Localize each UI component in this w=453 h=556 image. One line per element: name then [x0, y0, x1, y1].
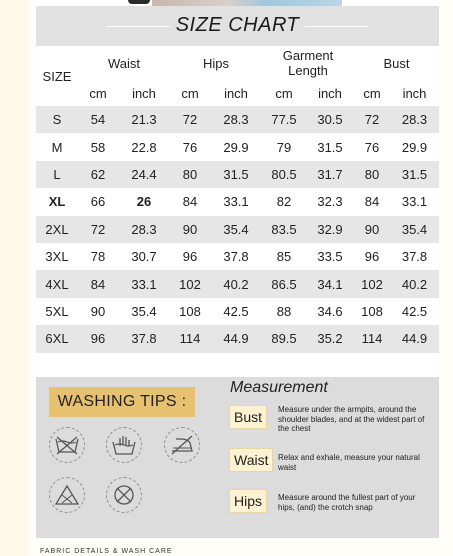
unit-header: cm — [89, 85, 107, 101]
size-cell: M — [51, 139, 63, 155]
size-cell: 6XL — [36, 325, 78, 352]
value-cell: 40.2 — [390, 270, 439, 297]
footer-caption: FABRIC DETAILS & WASH CARE — [40, 548, 173, 555]
washing-tips-label: WASHING TIPS : — [49, 387, 195, 417]
size-cell: L — [36, 161, 78, 188]
value-cell: 37.8 — [401, 249, 428, 265]
unit-header: cm — [275, 85, 293, 101]
value-cell: 80.5 — [262, 161, 306, 188]
value-cell: 33.1 — [401, 194, 428, 210]
value-cell: 32.3 — [317, 194, 343, 210]
hips-label: Hips — [229, 489, 267, 513]
value-cell: 84 — [364, 194, 380, 210]
value-cell: 31.5 — [317, 139, 343, 155]
table-row — [36, 270, 439, 297]
table-row — [36, 325, 439, 352]
care-and-measurement-panel — [36, 377, 439, 538]
value-cell: 31.5 — [390, 161, 439, 188]
value-cell: 114 — [354, 325, 390, 352]
value-cell: 72 — [354, 106, 390, 133]
value-cell: 35.2 — [306, 325, 354, 352]
bust-description: Measure under the armpits, around the shoulder blades, and at the widest part of the chest — [278, 405, 425, 433]
no-iron-icon — [164, 427, 200, 463]
size-cell: S — [36, 106, 78, 133]
value-cell: 42.5 — [223, 303, 249, 319]
value-cell: 42.5 — [401, 303, 428, 319]
unit-header: inch — [402, 85, 427, 101]
table-row — [36, 161, 439, 188]
group-header-hips: Hips — [202, 55, 229, 71]
value-cell: 29.9 — [223, 139, 249, 155]
value-cell: 30.5 — [306, 106, 354, 133]
page-title: SIZE CHART — [36, 14, 439, 37]
size-column-header: SIZE — [42, 68, 72, 84]
bust-label: Bust — [229, 405, 267, 429]
value-cell: 34.6 — [317, 303, 343, 319]
value-cell: 44.9 — [390, 325, 439, 352]
value-cell: 90 — [354, 216, 390, 243]
measurement-title: Measurement — [230, 379, 328, 396]
value-cell: 62 — [78, 161, 118, 188]
size-cell: XL — [48, 194, 66, 210]
table-row — [36, 243, 439, 270]
value-cell: 82 — [276, 194, 292, 210]
value-cell: 84 — [182, 194, 198, 210]
value-cell: 90 — [170, 216, 210, 243]
value-cell: 76 — [364, 139, 380, 155]
value-cell: 89.5 — [262, 325, 306, 352]
value-cell: 28.3 — [390, 106, 439, 133]
hips-description: Measure around the fullest part of your hips, (and) the crotch snap — [278, 493, 416, 512]
value-cell: 72 — [78, 216, 118, 243]
value-cell: 80 — [354, 161, 390, 188]
value-cell: 33.5 — [317, 249, 343, 265]
value-cell: 86.5 — [262, 270, 306, 297]
bleach-triangle-icon — [49, 477, 85, 513]
value-cell: 30.7 — [131, 249, 157, 265]
value-cell: 72 — [170, 106, 210, 133]
value-cell: 90 — [90, 303, 106, 319]
value-cell: 22.8 — [131, 139, 157, 155]
table-header-units — [36, 80, 439, 106]
value-cell: 35.4 — [131, 303, 157, 319]
size-table — [36, 46, 439, 353]
no-machine-wash-icon — [49, 427, 85, 463]
value-cell: 79 — [276, 139, 292, 155]
value-cell: 84 — [78, 270, 118, 297]
unit-header: cm — [181, 85, 199, 101]
value-cell: 31.5 — [210, 161, 262, 188]
group-header-waist: Waist — [107, 55, 141, 71]
size-cell: 2XL — [36, 216, 78, 243]
value-cell: 40.2 — [210, 270, 262, 297]
group-header-garment-length: Garment Length — [282, 48, 334, 78]
value-cell: 29.9 — [401, 139, 428, 155]
value-cell: 58 — [90, 139, 106, 155]
unit-header: cm — [363, 85, 381, 101]
title-bar — [36, 6, 439, 46]
size-cell: 4XL — [36, 270, 78, 297]
value-cell: 21.3 — [118, 106, 170, 133]
product-photo-edge — [128, 0, 150, 4]
size-cell: 5XL — [45, 303, 69, 319]
value-cell: 33.1 — [223, 194, 249, 210]
value-cell: 33.1 — [118, 270, 170, 297]
table-row — [36, 106, 439, 133]
table-header-groups — [36, 46, 439, 80]
value-cell: 24.4 — [118, 161, 170, 188]
value-cell: 28.3 — [118, 216, 170, 243]
value-cell: 32.9 — [306, 216, 354, 243]
value-cell: 114 — [170, 325, 210, 352]
value-cell: 66 — [90, 194, 106, 210]
waist-description: Relax and exhale, measure your natural waist — [278, 453, 420, 472]
value-cell: 28.3 — [210, 106, 262, 133]
value-cell: 78 — [90, 249, 106, 265]
unit-header: inch — [132, 85, 156, 101]
value-cell: 80 — [170, 161, 210, 188]
size-chart-sheet — [36, 0, 439, 540]
value-cell: 37.8 — [118, 325, 170, 352]
size-cell: 3XL — [45, 249, 69, 265]
value-cell: 102 — [170, 270, 210, 297]
value-cell: 26 — [136, 194, 152, 210]
value-cell: 96 — [364, 249, 380, 265]
hand-wash-icon — [106, 427, 142, 463]
value-cell: 44.9 — [210, 325, 262, 352]
value-cell: 88 — [276, 303, 292, 319]
value-cell: 96 — [182, 249, 198, 265]
value-cell: 108 — [179, 303, 201, 319]
value-cell: 77.5 — [262, 106, 306, 133]
value-cell: 85 — [276, 249, 292, 265]
value-cell: 35.4 — [390, 216, 439, 243]
table-row — [36, 298, 439, 325]
group-header-bust: Bust — [383, 55, 410, 71]
table-row — [36, 216, 439, 243]
unit-header: inch — [318, 85, 342, 101]
unit-header: inch — [224, 85, 248, 101]
table-row — [36, 188, 439, 215]
value-cell: 54 — [78, 106, 118, 133]
value-cell: 34.1 — [306, 270, 354, 297]
no-tumble-dry-icon — [106, 477, 142, 513]
value-cell: 76 — [182, 139, 198, 155]
value-cell: 108 — [361, 303, 383, 319]
waist-label: Waist — [229, 448, 273, 472]
table-row — [36, 133, 439, 160]
value-cell: 35.4 — [210, 216, 262, 243]
value-cell: 37.8 — [223, 249, 249, 265]
value-cell: 102 — [354, 270, 390, 297]
value-cell: 31.7 — [306, 161, 354, 188]
left-margin-strip — [0, 0, 28, 556]
value-cell: 83.5 — [262, 216, 306, 243]
value-cell: 96 — [78, 325, 118, 352]
